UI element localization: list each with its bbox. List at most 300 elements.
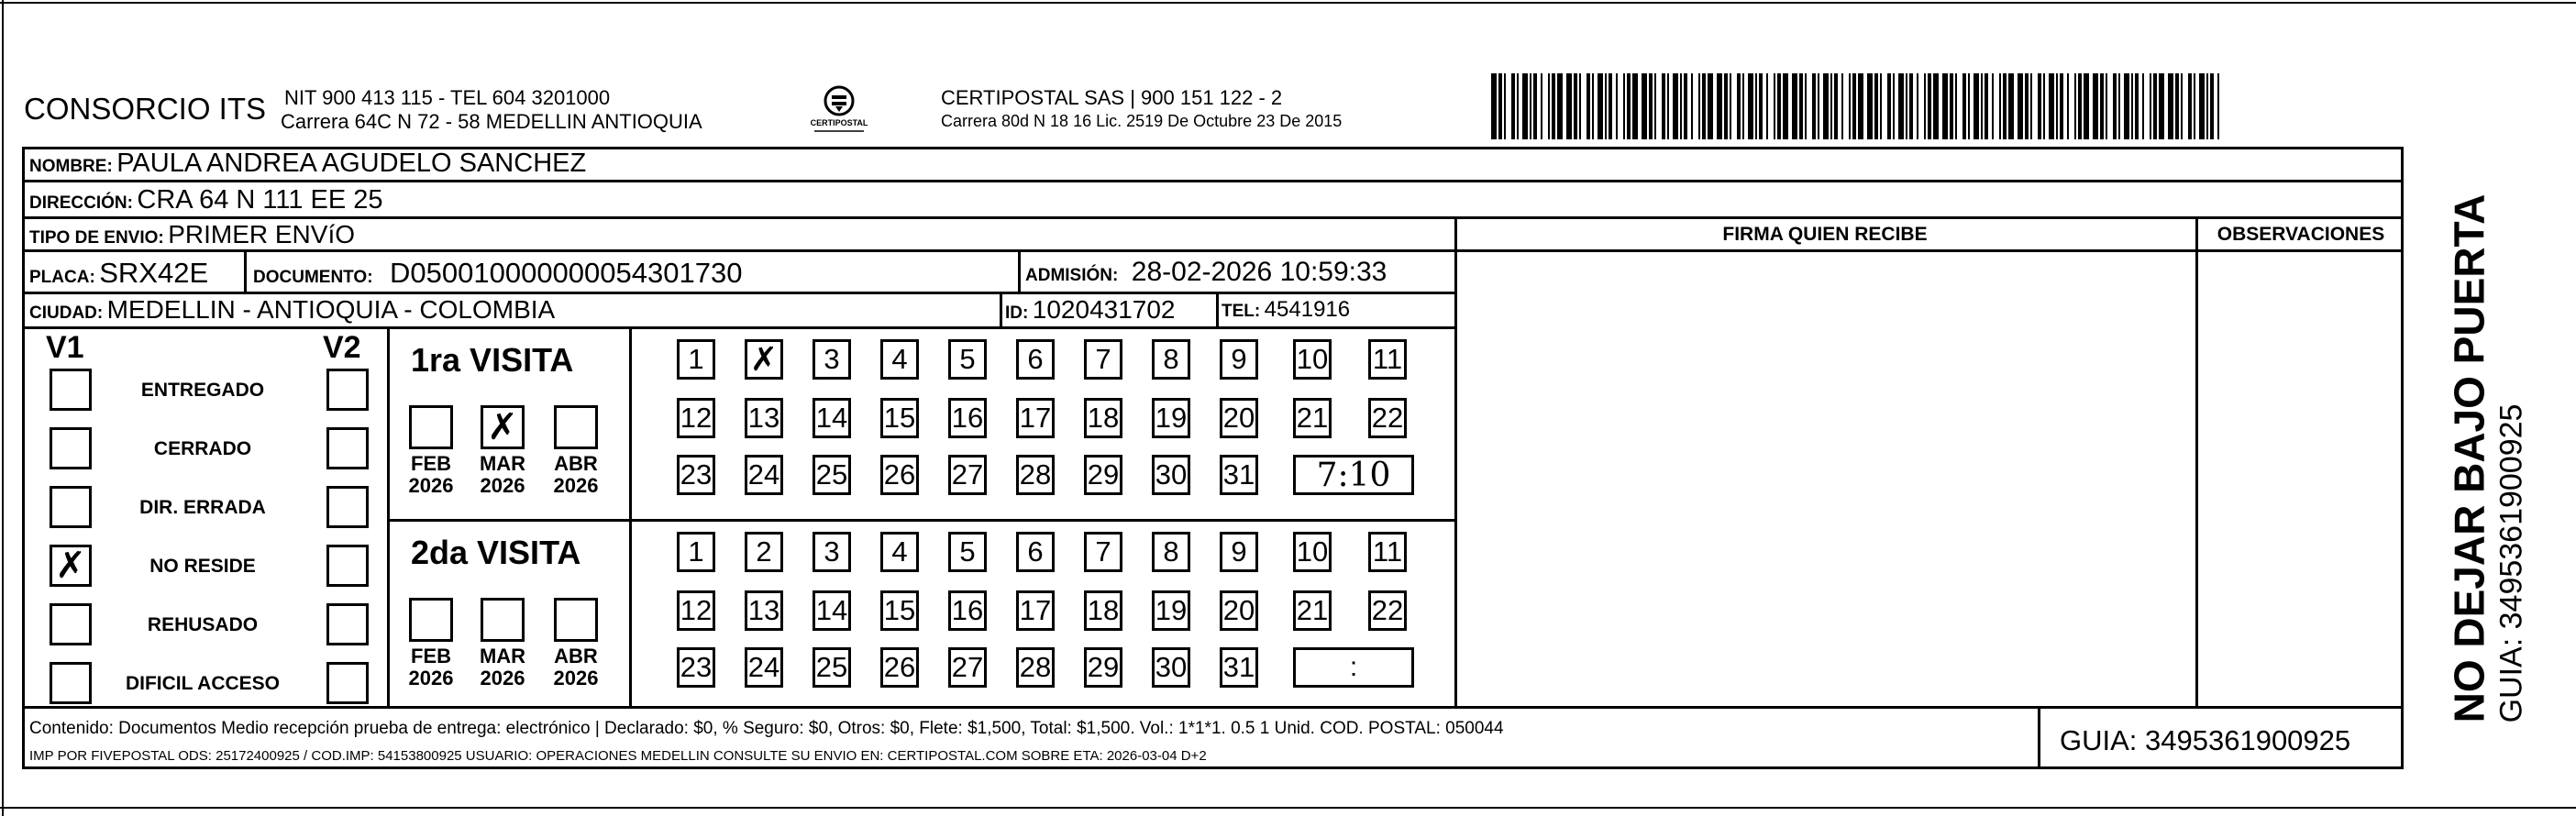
barcode-bar <box>2159 73 2164 139</box>
day-number: 2 <box>756 535 772 568</box>
day-number: 13 <box>747 402 780 434</box>
month-label <box>543 453 609 497</box>
day-box[interactable] <box>1084 532 1122 572</box>
barcode-bar <box>1830 73 1832 139</box>
barcode-bar <box>2206 73 2208 139</box>
day-number: 20 <box>1222 594 1255 626</box>
time-box[interactable] <box>1293 647 1414 688</box>
day-number: 13 <box>747 594 780 626</box>
barcode-bar <box>1517 73 1519 139</box>
side-guia: GUIA: 3495361900925 <box>2493 403 2529 723</box>
barcode-bar <box>2106 73 2107 139</box>
visit-title: 1ra VISITA <box>411 341 574 379</box>
cell-divider <box>1018 249 1021 292</box>
barcode-bar <box>2078 73 2082 139</box>
day-box[interactable] <box>677 455 715 495</box>
day-box[interactable] <box>880 532 919 572</box>
day-number: 21 <box>1296 402 1329 434</box>
day-number: 7 <box>1095 343 1111 375</box>
day-number: 22 <box>1371 402 1404 434</box>
day-box[interactable] <box>813 647 851 688</box>
admision-value: 28-02-2026 10:59:33 <box>1131 257 1388 287</box>
day-number: 19 <box>1155 594 1188 626</box>
day-box[interactable] <box>1220 590 1258 631</box>
barcode-bar <box>1968 73 1970 139</box>
day-box[interactable] <box>948 590 987 631</box>
day-number: 28 <box>1019 651 1052 683</box>
month-checkbox[interactable] <box>554 405 598 449</box>
cell-divider <box>244 249 247 292</box>
barcode-bar <box>1717 73 1722 139</box>
day-box[interactable] <box>1152 532 1190 572</box>
barcode-bar <box>2056 73 2058 139</box>
day-number: 10 <box>1296 535 1329 568</box>
tipo-field <box>29 220 355 249</box>
day-box[interactable] <box>948 339 987 380</box>
barcode-bar <box>1642 73 1647 139</box>
day-number: 26 <box>883 651 916 683</box>
day-box[interactable] <box>1368 590 1407 631</box>
logo-wordmark: CERTIPOSTAL <box>810 118 868 127</box>
barcode-bar <box>1557 73 1563 139</box>
status-option-label: CERRADO <box>153 438 252 459</box>
barcode-bar <box>2100 73 2104 139</box>
barcode-bar <box>1541 73 1542 139</box>
day-number: 27 <box>951 651 984 683</box>
day-box[interactable] <box>1152 455 1190 495</box>
v1-checkbox[interactable] <box>50 427 92 469</box>
day-number: 15 <box>883 594 916 626</box>
month-year: 2026 <box>553 667 599 689</box>
barcode-bar <box>1906 73 1907 139</box>
barcode-bar <box>1783 73 1788 139</box>
day-box[interactable] <box>1220 647 1258 688</box>
visit-separator <box>387 519 1454 522</box>
barcode-bar <box>2194 73 2195 139</box>
placa-value: SRX42E <box>99 257 209 289</box>
day-box[interactable] <box>1084 647 1122 688</box>
barcode-bar <box>1708 73 1713 139</box>
month-label <box>543 645 609 689</box>
barcode-bar <box>1667 73 1669 139</box>
day-number: 18 <box>1087 402 1120 434</box>
day-box[interactable] <box>1293 398 1332 438</box>
day-box[interactable] <box>880 647 919 688</box>
footer-guia-divider <box>2038 706 2040 769</box>
barcode-bar <box>2217 73 2219 139</box>
barcode-bar <box>1632 73 1638 139</box>
day-number: 1 <box>688 535 704 568</box>
barcode-bar <box>2030 73 2032 139</box>
barcode-bar <box>1522 73 1528 139</box>
barcode-bar <box>1933 73 1939 139</box>
admision-label: ADMISIÓN: <box>1025 266 1119 285</box>
barcode-bar <box>1909 73 1913 139</box>
barcode-bar <box>2199 73 2205 139</box>
day-number: 23 <box>680 458 713 491</box>
barcode-bar <box>1823 73 1829 139</box>
month-name: MAR <box>479 452 526 475</box>
barcode-bar <box>1834 73 1838 139</box>
direccion-label: DIRECCIÓN: <box>29 193 133 213</box>
day-box[interactable] <box>1220 398 1258 438</box>
barcode-bar <box>1849 73 1851 139</box>
day-number: 9 <box>1231 535 1247 568</box>
barcode-bar <box>2153 73 2157 139</box>
scan-bottom-edge <box>0 807 2576 809</box>
month-year: 2026 <box>553 474 599 497</box>
day-number: 28 <box>1019 458 1052 491</box>
v1-checkbox[interactable] <box>50 603 92 645</box>
status-option-label: DIR. ERRADA <box>139 497 266 518</box>
v1-checkbox[interactable] <box>50 545 92 587</box>
month-checkbox[interactable] <box>409 405 453 449</box>
day-box[interactable] <box>745 455 783 495</box>
barcode-bar <box>1950 73 1953 139</box>
barcode-bar <box>1548 73 1550 139</box>
v2-checkbox[interactable] <box>326 369 369 411</box>
barcode-bar <box>1893 73 1895 139</box>
day-box[interactable] <box>745 398 783 438</box>
row-divider <box>22 292 1454 294</box>
barcode-bar <box>1605 73 1607 139</box>
barcode-bar <box>1587 73 1590 139</box>
day-number: 8 <box>1163 535 1179 568</box>
day-box[interactable] <box>1152 398 1190 438</box>
placa-label: PLACA: <box>29 268 95 287</box>
barcode-bar <box>1858 73 1863 139</box>
id-label: ID: <box>1005 303 1029 323</box>
certipostal-line1: CERTIPOSTAL SAS | 900 151 122 - 2 <box>941 86 1283 109</box>
month-name: FEB <box>411 452 451 475</box>
day-box[interactable] <box>1084 398 1122 438</box>
v2-checkbox[interactable] <box>326 486 369 528</box>
barcode-bar <box>1579 73 1581 139</box>
barcode-bar <box>2124 73 2129 139</box>
direccion-value: CRA 64 N 111 EE 25 <box>137 185 383 215</box>
barcode-bar <box>1942 73 1948 139</box>
v2-checkbox[interactable] <box>326 427 369 469</box>
day-box[interactable] <box>880 398 919 438</box>
day-box[interactable] <box>880 455 919 495</box>
scan-left-edge <box>2 0 4 816</box>
side-no-dejar: NO DEJAR BAJO PUERTA <box>2445 193 2493 723</box>
barcode-graphic <box>1491 73 2225 139</box>
day-box[interactable] <box>1016 339 1055 380</box>
day-number: 14 <box>815 402 848 434</box>
days-left-divider <box>629 326 632 706</box>
month-label <box>398 645 464 689</box>
barcode-bar <box>1673 73 1678 139</box>
barcode-bar <box>1887 73 1891 139</box>
barcode-bar <box>1759 73 1763 139</box>
status-option-label: REHUSADO <box>147 614 259 635</box>
month-checkbox[interactable] <box>554 598 598 642</box>
day-box[interactable] <box>948 455 987 495</box>
day-number: 26 <box>883 458 916 491</box>
placa-field <box>29 257 208 290</box>
day-box[interactable] <box>1293 339 1332 380</box>
direccion-field <box>29 185 383 215</box>
tel-value: 4541916 <box>1264 297 1351 322</box>
month-checkbox[interactable] <box>481 598 525 642</box>
day-box[interactable] <box>1152 647 1190 688</box>
day-box[interactable] <box>745 590 783 631</box>
day-number: 30 <box>1155 651 1188 683</box>
barcode-bar <box>1498 73 1502 139</box>
day-box[interactable] <box>1084 590 1122 631</box>
day-box[interactable] <box>1368 398 1407 438</box>
barcode-bar <box>2168 73 2173 139</box>
barcode-bar <box>2175 73 2179 139</box>
admision-field <box>1025 257 1387 288</box>
v2-checkbox[interactable] <box>326 603 369 645</box>
v2-checkbox[interactable] <box>326 545 369 587</box>
day-box[interactable] <box>948 532 987 572</box>
barcode-bar <box>1981 73 1983 139</box>
status-option-label: NO RESIDE <box>149 556 256 577</box>
day-number: 25 <box>815 458 848 491</box>
month-year: 2026 <box>408 474 454 497</box>
id-value: 1020431702 <box>1032 295 1176 324</box>
day-number: 3 <box>824 535 840 568</box>
nombre-value: PAULA ANDREA AGUDELO SANCHEZ <box>116 149 587 178</box>
day-box[interactable] <box>1293 532 1332 572</box>
check-x-icon: ✗ <box>55 545 86 587</box>
day-box[interactable] <box>813 455 851 495</box>
barcode-bar <box>2008 73 2014 139</box>
tipo-label: TIPO DE ENVIO: <box>29 228 164 248</box>
barcode-bar <box>2093 73 2098 139</box>
barcode-bar <box>2084 73 2089 139</box>
nombre-field <box>29 149 586 179</box>
barcode-bar <box>2038 73 2041 139</box>
footer-guia: GUIA: 3495361900925 <box>2060 724 2351 756</box>
day-number: 23 <box>680 651 713 683</box>
day-box[interactable] <box>813 339 851 380</box>
barcode-bar <box>1774 73 1775 139</box>
barcode-bar <box>1623 73 1625 139</box>
barcode-bar <box>1766 73 1768 139</box>
barcode-bar <box>1999 73 2001 139</box>
barcode-bar <box>1799 73 1803 139</box>
day-number: 11 <box>1372 535 1403 568</box>
barcode-bar <box>1924 73 1926 139</box>
v1-checkbox[interactable] <box>50 369 92 411</box>
barcode-bar <box>1748 73 1753 139</box>
v2-header: V2 <box>323 330 361 365</box>
day-number: 10 <box>1296 343 1329 375</box>
day-box[interactable] <box>677 590 715 631</box>
barcode-bar <box>2003 73 2007 139</box>
barcode-bar <box>1792 73 1797 139</box>
day-box[interactable] <box>880 339 919 380</box>
month-label <box>470 645 536 689</box>
day-number: 31 <box>1222 651 1255 683</box>
barcode-bar <box>2113 73 2117 139</box>
observaciones-header: OBSERVACIONES <box>2217 224 2385 245</box>
day-box[interactable] <box>1152 339 1190 380</box>
id-field <box>1005 295 1176 325</box>
barcode-bar <box>2067 73 2069 139</box>
barcode-bar <box>2181 73 2183 139</box>
time-box[interactable] <box>1293 455 1414 495</box>
barcode-bar <box>2074 73 2076 139</box>
day-box[interactable] <box>1220 532 1258 572</box>
barcode-bar <box>1609 73 1612 139</box>
day-number: 16 <box>951 594 984 626</box>
day-number: 24 <box>747 651 780 683</box>
month-year: 2026 <box>408 667 454 689</box>
day-box[interactable] <box>1016 455 1055 495</box>
barcode-bar <box>1755 73 1757 139</box>
day-box[interactable] <box>1016 398 1055 438</box>
row-divider <box>22 216 2404 219</box>
scan-top-edge <box>0 2 2576 4</box>
time-value: 7:10 <box>1316 456 1391 494</box>
barcode-bar <box>1874 73 1878 139</box>
day-number: 30 <box>1155 458 1188 491</box>
barcode-bar <box>2150 73 2151 139</box>
day-number: 29 <box>1087 458 1120 491</box>
barcode-bar <box>1598 73 1603 139</box>
month-name: ABR <box>554 645 598 667</box>
day-number: 6 <box>1027 343 1044 375</box>
check-x-icon: ✗ <box>749 340 779 379</box>
barcode-bar <box>2142 73 2144 139</box>
day-number: 9 <box>1231 343 1247 375</box>
day-box[interactable] <box>1084 339 1122 380</box>
month-label <box>470 453 536 497</box>
month-name: ABR <box>554 452 598 475</box>
status-option-label: DIFICIL ACCESO <box>125 673 280 694</box>
day-box[interactable] <box>1016 647 1055 688</box>
v1-checkbox[interactable] <box>50 486 92 528</box>
barcode-bar <box>1985 73 1988 139</box>
day-box[interactable] <box>813 532 851 572</box>
barcode-bar <box>1992 73 1994 139</box>
certipostal-line2: Carrera 80d N 18 16 Lic. 2519 De Octubre 23 De 2015 <box>941 112 1343 130</box>
footer-divider <box>22 706 2404 709</box>
barcode <box>1491 73 2225 139</box>
day-number: 4 <box>891 343 908 375</box>
day-box[interactable] <box>948 647 987 688</box>
footer-content-line: Contenido: Documentos Medio recepción prueba de entrega: electrónico | Declarado: $0, % Seguro: $0, Otros: $0, Flete: $1,500, Total: $1,500. Vol.: 1*1*1. 0.5 1 Unid. COD. POSTAL: 050044 <box>29 719 1504 738</box>
ciudad-value: MEDELLIN - ANTIOQUIA - COLOMBIA <box>106 295 556 324</box>
barcode-bar <box>1491 73 1497 139</box>
day-box[interactable] <box>1220 339 1258 380</box>
day-number: 25 <box>815 651 848 683</box>
day-box[interactable] <box>1016 532 1055 572</box>
day-box[interactable] <box>1016 590 1055 631</box>
day-box[interactable] <box>677 398 715 438</box>
day-box[interactable] <box>745 647 783 688</box>
day-number: 8 <box>1163 343 1179 375</box>
barcode-bar <box>2049 73 2054 139</box>
month-label <box>398 453 464 497</box>
barcode-bar <box>2018 73 2023 139</box>
cell-divider <box>1216 292 1219 326</box>
month-name: MAR <box>479 645 526 667</box>
company-line2: Carrera 64C N 72 - 58 MEDELLIN ANTIOQUIA <box>281 110 702 133</box>
barcode-bar <box>1928 73 1931 139</box>
barcode-bar <box>2025 73 2029 139</box>
firma-area[interactable] <box>1457 252 2195 706</box>
ciudad-field <box>29 295 555 325</box>
barcode-bar <box>1898 73 1904 139</box>
day-box[interactable] <box>1368 339 1407 380</box>
time-value: : <box>1349 652 1358 682</box>
barcode-bar <box>2043 73 2045 139</box>
day-box[interactable] <box>948 398 987 438</box>
check-x-icon: ✗ <box>487 406 518 448</box>
barcode-bar <box>1530 73 1531 139</box>
day-number: 27 <box>951 458 984 491</box>
v1-checkbox[interactable] <box>50 662 92 704</box>
day-number: 29 <box>1087 651 1120 683</box>
observaciones-area[interactable] <box>2198 252 2404 706</box>
day-number: 3 <box>824 343 840 375</box>
firma-header: FIRMA QUIEN RECIBE <box>1722 224 1928 245</box>
barcode-bar <box>1662 73 1665 139</box>
barcode-bar <box>1627 73 1631 139</box>
day-box[interactable] <box>677 647 715 688</box>
row-divider <box>22 180 2404 182</box>
day-box[interactable] <box>880 590 919 631</box>
month-checkbox[interactable] <box>481 405 525 449</box>
barcode-bar <box>1533 73 1537 139</box>
day-box[interactable] <box>745 339 783 380</box>
day-box[interactable] <box>677 339 715 380</box>
day-box[interactable] <box>1152 590 1190 631</box>
day-box[interactable] <box>1084 455 1122 495</box>
day-number: 20 <box>1222 402 1255 434</box>
status-option-label: ENTREGADO <box>140 380 265 401</box>
day-box[interactable] <box>1368 532 1407 572</box>
barcode-bar <box>2188 73 2192 139</box>
cell-divider <box>1000 292 1002 326</box>
documento-value: D050010000000054301730 <box>390 257 743 289</box>
barcode-bar <box>1737 73 1741 139</box>
month-checkbox[interactable] <box>409 598 453 642</box>
ciudad-label: CIUDAD: <box>29 303 104 323</box>
documento-label: DOCUMENTO: <box>253 268 373 287</box>
v1-header: V1 <box>46 330 84 365</box>
nombre-label: NOMBRE: <box>29 157 113 176</box>
day-box[interactable] <box>1220 455 1258 495</box>
day-box[interactable] <box>677 532 715 572</box>
day-number: 11 <box>1372 343 1403 375</box>
day-number: 7 <box>1095 535 1111 568</box>
day-box[interactable] <box>813 590 851 631</box>
barcode-bar <box>1962 73 1966 139</box>
tel-field <box>1222 297 1350 323</box>
company-line1: NIT 900 413 115 - TEL 604 3201000 <box>284 86 611 109</box>
day-number: 22 <box>1371 594 1404 626</box>
barcode-bar <box>1730 73 1731 139</box>
barcode-bar <box>1852 73 1856 139</box>
day-box[interactable] <box>813 398 851 438</box>
day-box[interactable] <box>745 532 783 572</box>
month-year: 2026 <box>480 667 525 689</box>
day-number: 19 <box>1155 402 1188 434</box>
barcode-bar <box>1654 73 1656 139</box>
day-box[interactable] <box>1293 590 1332 631</box>
day-number: 18 <box>1087 594 1120 626</box>
day-number: 12 <box>680 402 713 434</box>
v2-checkbox[interactable] <box>326 662 369 704</box>
day-number: 14 <box>815 594 848 626</box>
